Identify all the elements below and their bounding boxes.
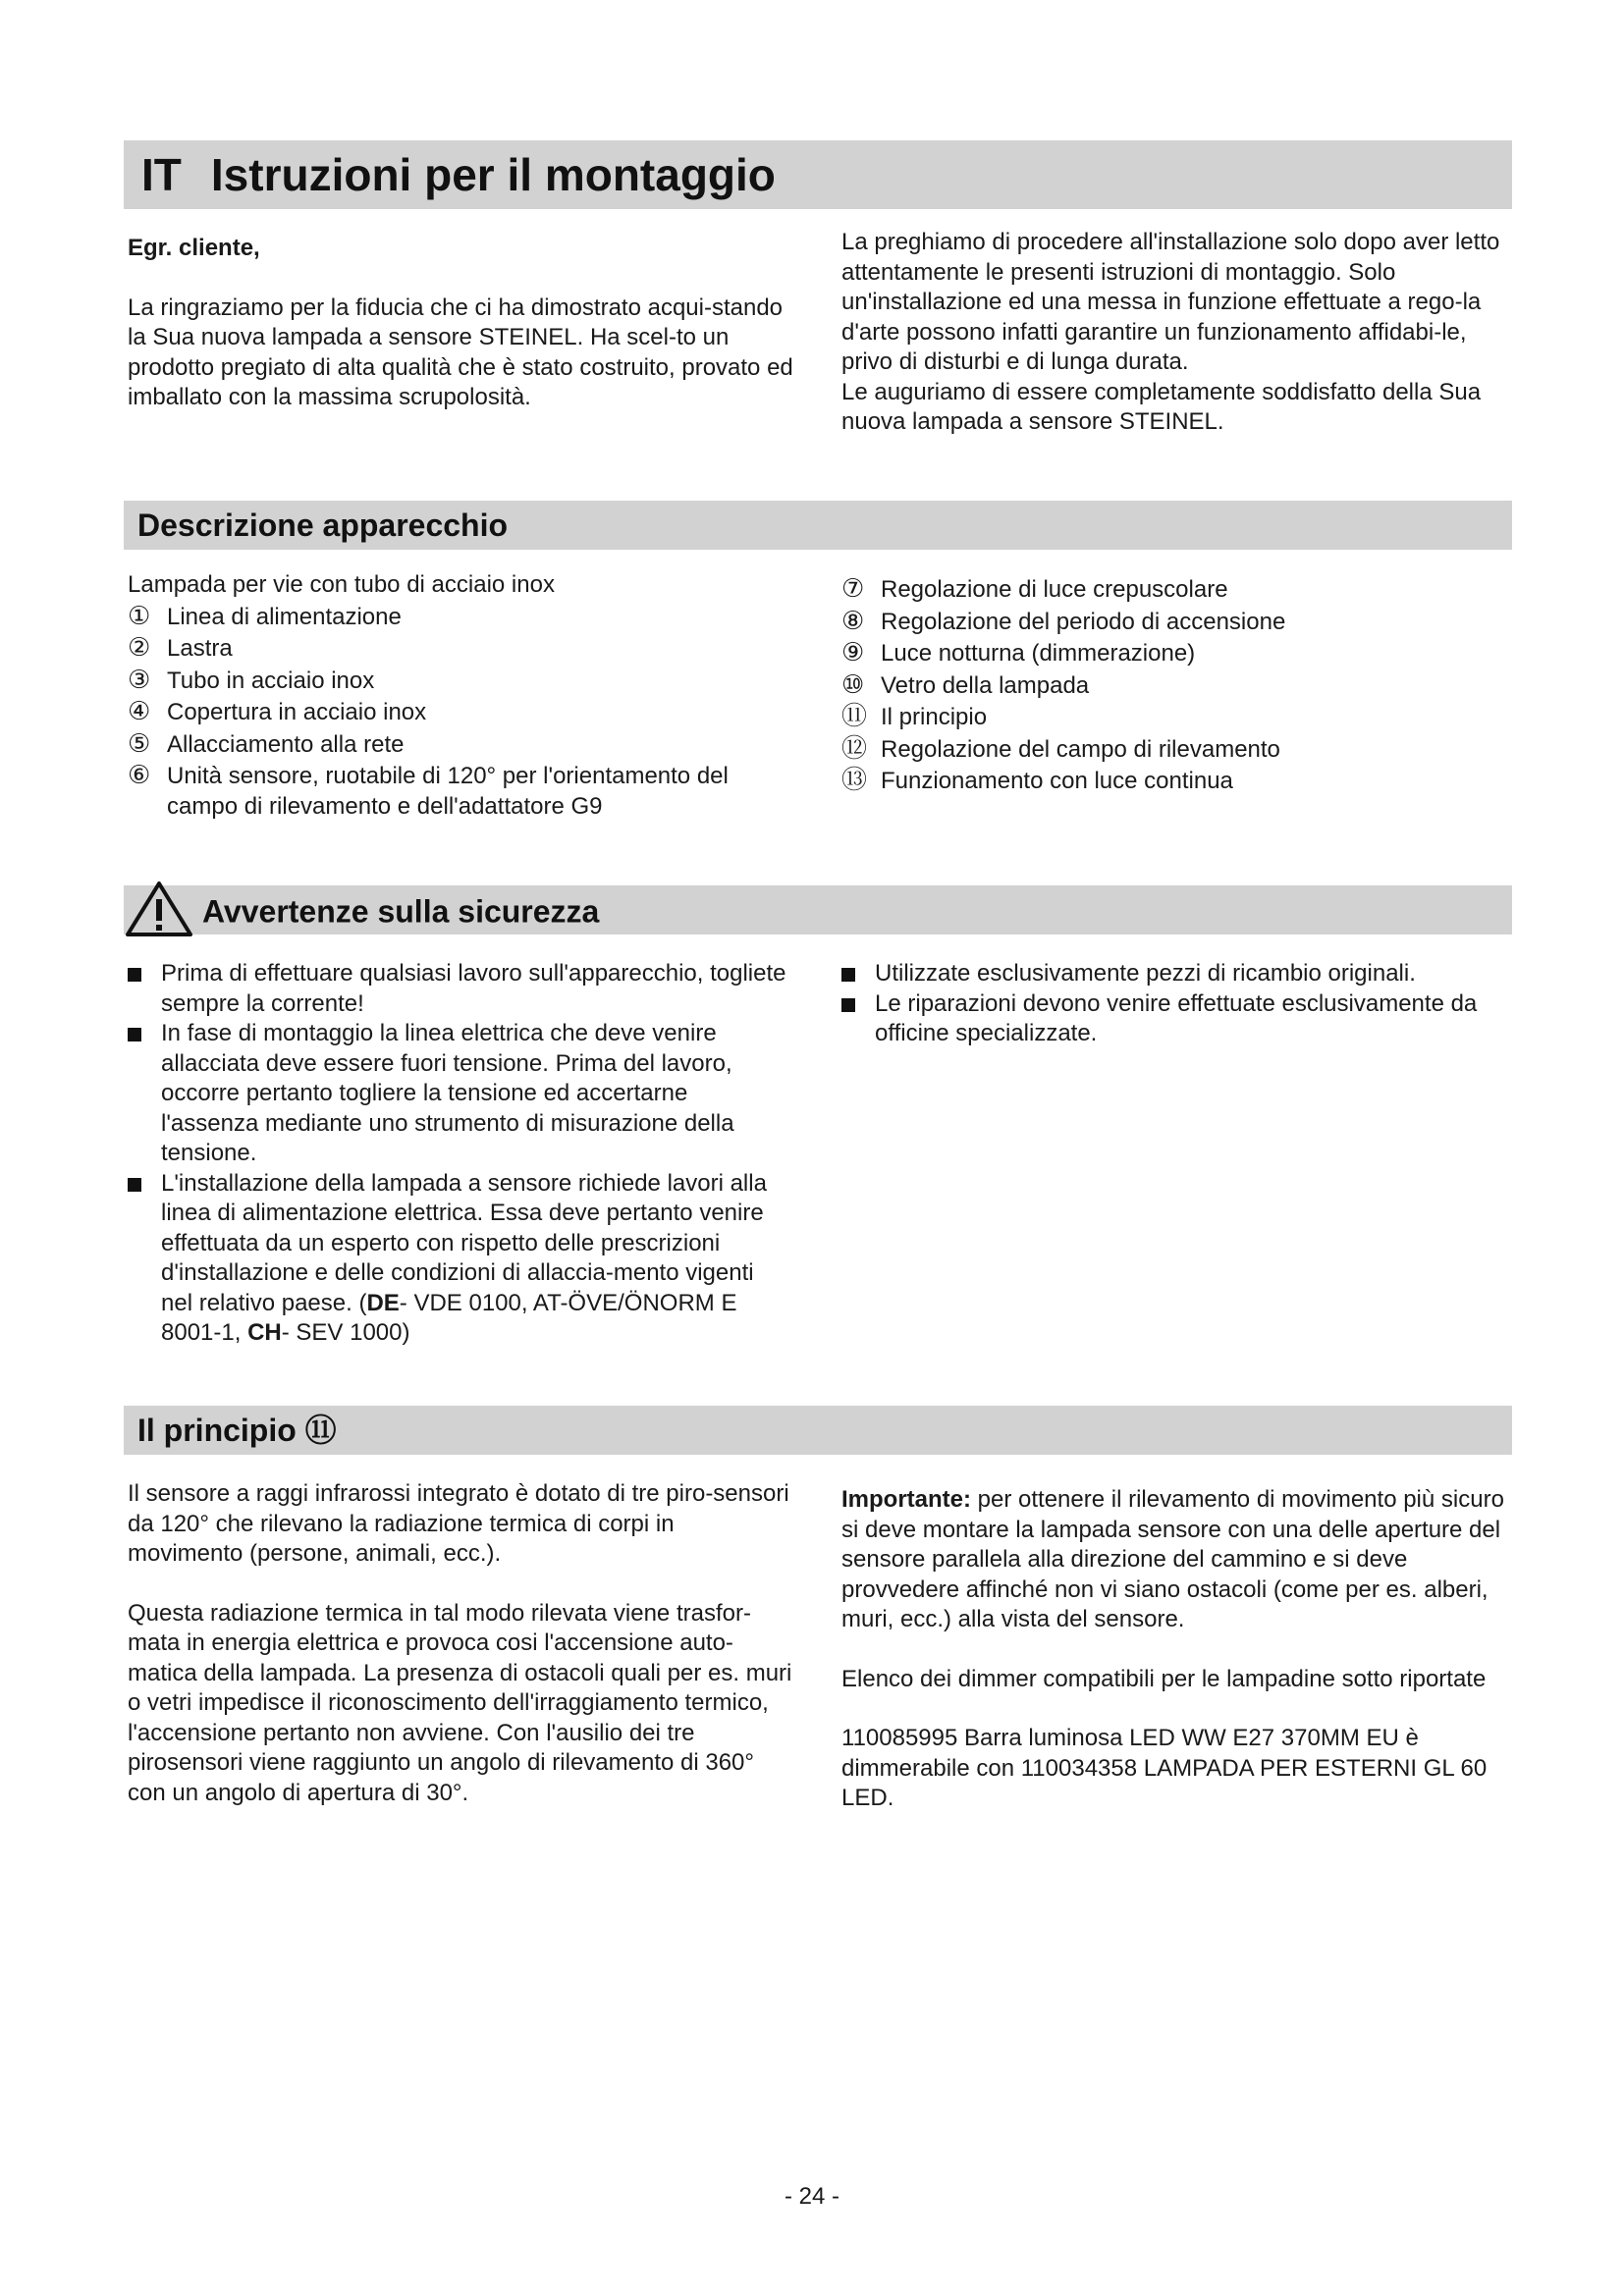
page-number: - 24 -: [784, 2183, 839, 2210]
part-number-badge: ⑨: [841, 637, 865, 667]
dimmer-compatibility: 110085995 Barra luminosa LED WW E27 370MM EU è dimmerabile con 110034358 LAMPADA PER ESTERNI GL 60 LED.: [841, 1725, 1488, 1811]
important-label: Importante:: [841, 1486, 971, 1513]
principle-paragraph-1: Il sensore a raggi infrarossi integrato è dotato di tre piro-sensori da 120° che rilevano la radiazione termica di corpi in movimento (persone, animali, ecc.).: [128, 1480, 789, 1567]
safety-item-text: Utilizzate esclusivamente pezzi di ricambio originali.: [875, 960, 1416, 987]
device-part-item: [841, 669, 1509, 702]
part-number-badge: ⑪: [841, 701, 868, 730]
device-part-item: [841, 606, 1509, 638]
part-number-badge: ⑦: [841, 573, 865, 603]
device-parts-list-right: [841, 573, 1509, 797]
part-label: Luce notturna (dimmerazione): [881, 640, 1196, 667]
device-parts-list-left: [128, 601, 795, 823]
part-number-badge: ⑫: [841, 732, 868, 763]
part-number-badge: ⑥: [128, 760, 151, 789]
bullet-square-icon: [128, 1028, 141, 1041]
device-section-header: [124, 501, 1512, 550]
safety-item: [838, 989, 1505, 1049]
device-part-item: [841, 765, 1509, 797]
country-code-de: DE: [366, 1289, 400, 1316]
bullet-square-icon: [841, 998, 855, 1012]
greeting: Egr. cliente,: [128, 235, 260, 261]
principle-paragraph-2: Questa radiazione termica in tal modo rilevata viene trasfor-mata in energia elettrica e provoca cosi l'accensione auto-matica della lampada. La presenza di ostacoli quali per es. muri o vetri impedisce il riconoscimento dell'irraggiamento termico, l'accensione pertanto non avviene. Con l'ausilio dei tre pirosensori viene raggiunto un angolo di rilevamento di 360° con un angolo di apertura di 30°.: [128, 1599, 792, 1806]
principle-section-header: [124, 1406, 1512, 1455]
device-right-column: [841, 573, 1509, 797]
device-part-item: [841, 573, 1509, 606]
safety-item-text: - VDE 0100, AT-ÖVE/ÖNORM E 8001-1,: [161, 1289, 737, 1346]
device-part-item: [128, 696, 795, 728]
part-number-badge: ⑧: [841, 605, 865, 635]
principle-left-column: [128, 1479, 795, 1808]
safety-left-column: [124, 959, 791, 1349]
safety-section-title: Avvertenze sulla sicurezza: [202, 893, 600, 930]
page-title: Istruzioni per il montaggio: [210, 149, 776, 200]
part-number-badge: ⑤: [128, 727, 151, 758]
page-title-banner: [124, 140, 1512, 209]
country-code-ch: CH: [247, 1319, 282, 1346]
principle-important-paragraph: [841, 1485, 1509, 1635]
safety-item: [124, 1169, 791, 1349]
bullet-square-icon: [841, 968, 855, 982]
bullet-square-icon: [128, 1178, 141, 1192]
device-left-column: [128, 570, 795, 822]
part-label: Il principio: [881, 704, 988, 730]
safety-item: [838, 959, 1505, 989]
part-label: Tubo in acciaio inox: [167, 667, 375, 694]
part-label: Regolazione del periodo di accensione: [881, 608, 1286, 635]
part-number-badge: ③: [128, 664, 151, 694]
safety-item-text: In fase di montaggio la linea elettrica che deve venire allacciata deve essere fuori tensione. Prima del lavoro, occorre pertanto togliere la tensione ed accertarne l'assenza mediante uno strumento di misurazione della tensione.: [161, 1020, 734, 1166]
intro-right-column: [841, 228, 1509, 438]
device-part-item: [841, 637, 1509, 669]
part-number-badge: ⑩: [841, 668, 865, 699]
part-label: Lastra: [167, 635, 233, 662]
device-part-item: [128, 665, 795, 697]
safety-section-header: [124, 885, 1512, 934]
device-subtitle: Lampada per vie con tubo di acciaio inox: [128, 571, 555, 598]
safety-item-text: - SEV 1000): [281, 1319, 410, 1346]
intro-left-column: [128, 234, 795, 413]
part-label: Unità sensore, ruotabile di 120° per l'orientamento del campo di rilevamento e dell'adattatore G9: [167, 763, 729, 820]
dimmer-list-intro: Elenco dei dimmer compatibili per le lampadine sotto riportate: [841, 1665, 1487, 1692]
part-label: Copertura in acciaio inox: [167, 699, 427, 725]
part-label: Regolazione del campo di rilevamento: [881, 735, 1280, 763]
intro-paragraph-right-2: Le auguriamo di essere completamente soddisfatto della Sua nuova lampada a sensore STEINEL.: [841, 378, 1482, 435]
principle-right-column: [841, 1485, 1509, 1814]
device-section-title: Descrizione apparecchio: [137, 507, 509, 543]
part-label: Funzionamento con luce continua: [881, 768, 1233, 794]
principle-section-title: Il principio ⑪: [137, 1413, 337, 1448]
intro-paragraph-left: La ringraziamo per la fiducia che ci ha dimostrato acqui-stando la Sua nuova lampada a sensore STEINEL. Ha scel-to un prodotto pregiato di alta qualità che è stato costruito, provato ed imballato con la massima scrupolosità.: [128, 294, 793, 410]
safety-right-column: [838, 959, 1505, 1049]
safety-item-text: L'installazione della lampada a sensore richiede lavori alla linea di alimentazione elettrica. Essa deve pertanto venire effettuata da un esperto con rispetto delle prescrizioni d'installazione e delle condizioni di allaccia-mento vigenti nel relativo paese. (: [161, 1169, 767, 1316]
device-part-item: [128, 760, 795, 822]
language-code: IT: [141, 149, 182, 200]
part-number-badge: ①: [128, 600, 151, 630]
safety-item: [124, 1019, 791, 1169]
device-part-item: [128, 601, 795, 633]
part-label: Vetro della lampada: [881, 671, 1090, 699]
safety-item: [124, 959, 791, 1019]
part-number-badge: ⑬: [841, 765, 868, 794]
bullet-square-icon: [128, 968, 141, 982]
warning-triangle-icon: [124, 880, 194, 936]
safety-item-text: Le riparazioni devono venire effettuate esclusivamente da officine specializzate.: [875, 989, 1478, 1046]
important-text: per ottenere il rilevamento di movimento più sicuro si deve montare la lampada sensore con una delle aperture del sensore parallela alla direzione del cammino e si deve provvedere affinché non vi siano ostacoli (come per es. alberi, muri, ecc.) alla vista del sensore.: [841, 1486, 1504, 1632]
device-part-item: [841, 701, 1509, 733]
part-label: Linea di alimentazione: [167, 603, 402, 630]
device-part-item: [841, 733, 1509, 766]
intro-paragraph-right-1: La preghiamo di procedere all'installazione solo dopo aver letto attentamente le presenti istruzioni di montaggio. Solo un'installazione ed una messa in funzione effettuate a rego-la d'arte possono infatti garantire un funzionamento affidabi-le, privo di disturbi e di lunga durata.: [841, 229, 1500, 375]
device-part-item: [128, 728, 795, 761]
device-part-item: [128, 632, 795, 665]
part-label: Regolazione di luce crepuscolare: [881, 576, 1228, 603]
safety-list-right: [838, 959, 1505, 1049]
part-label: Allacciamento alla rete: [167, 730, 405, 758]
safety-list-left: [124, 959, 791, 1349]
part-number-badge: ④: [128, 696, 151, 725]
safety-item-text: Prima di effettuare qualsiasi lavoro sull'apparecchio, togliete sempre la corrente!: [161, 960, 786, 1017]
part-number-badge: ②: [128, 632, 151, 662]
